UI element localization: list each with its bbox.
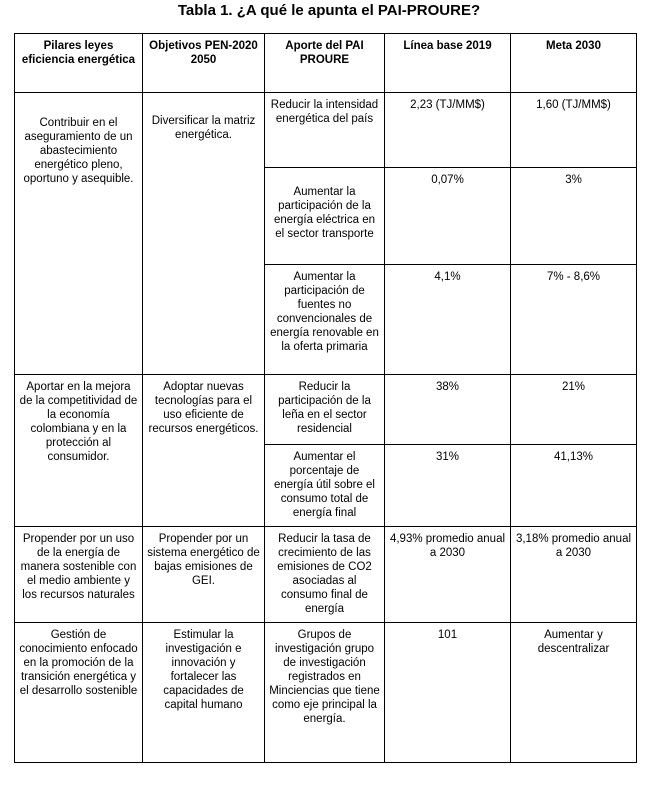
header-row [15,34,637,93]
aporte-cell: Reducir la tasa de crecimiento de las emisiones de CO2 asociadas al consumo final de energía [265,527,385,623]
pilar-cell: Gestión de conocimiento enfocado en la promoción de la transición energética y el desarrollo sostenible [15,623,143,763]
meta-cell: 21% [511,375,637,445]
meta-cell: 7% - 8,6% [511,265,637,375]
pai-proure-table [14,33,637,763]
pilar-cell: Aportar en la mejora de la competitividad de la economía colombiana y en la protección al consumidor. [15,375,143,527]
header-objetivos: Objetivos PEN-2020 2050 [143,34,265,93]
table-title: Tabla 1. ¿A qué le apunta el PAI-PROURE? [177,2,481,19]
linea-base-cell: 38% [385,375,511,445]
linea-base-cell: 0,07% [385,168,511,265]
linea-base-cell: 4,93% promedio anual a 2030 [385,527,511,623]
aporte-cell: Aumentar la participación de la energía eléctrica en el sector transporte [265,168,385,265]
header-meta: Meta 2030 [511,34,637,93]
table-row [15,623,637,763]
objetivo-cell: Adoptar nuevas tecnologías para el uso eficiente de recursos energéticos. [143,375,265,527]
header-linea-base: Línea base 2019 [385,34,511,93]
table-row [15,93,637,168]
objetivo-cell: Propender por un sistema energético de bajas emisiones de GEI. [143,527,265,623]
pilar-cell: Contribuir en el aseguramiento de un abastecimiento energético pleno, oportuno y asequible. [15,93,143,375]
table-row [15,527,637,623]
header-aporte: Aporte del PAI PROURE [265,34,385,93]
meta-cell: Aumentar y descentralizar [511,623,637,763]
aporte-cell: Grupos de investigación grupo de investigación registrados en Minciencias que tiene como eje principal la energía. [265,623,385,763]
header-pilares: Pilares leyes eficiencia energética [15,34,143,93]
aporte-cell: Aumentar la participación de fuentes no convencionales de energía renovable en la oferta primaria [265,265,385,375]
linea-base-cell: 101 [385,623,511,763]
table-row [15,375,637,445]
meta-cell: 3,18% promedio anual a 2030 [511,527,637,623]
pilar-cell: Propender por un uso de la energía de manera sostenible con el medio ambiente y los recursos naturales [15,527,143,623]
meta-cell: 1,60 (TJ/MM$) [511,93,637,168]
linea-base-cell: 2,23 (TJ/MM$) [385,93,511,168]
linea-base-cell: 31% [385,445,511,527]
objetivo-cell: Diversificar la matriz energética. [143,93,265,375]
meta-cell: 3% [511,168,637,265]
objetivo-cell: Estimular la investigación e innovación y fortalecer las capacidades de capital humano [143,623,265,763]
aporte-cell: Aumentar el porcentaje de energía útil sobre el consumo total de energía final [265,445,385,527]
aporte-cell: Reducir la participación de la leña en el sector residencial [265,375,385,445]
linea-base-cell: 4,1% [385,265,511,375]
aporte-cell: Reducir la intensidad energética del país [265,93,385,168]
meta-cell: 41,13% [511,445,637,527]
